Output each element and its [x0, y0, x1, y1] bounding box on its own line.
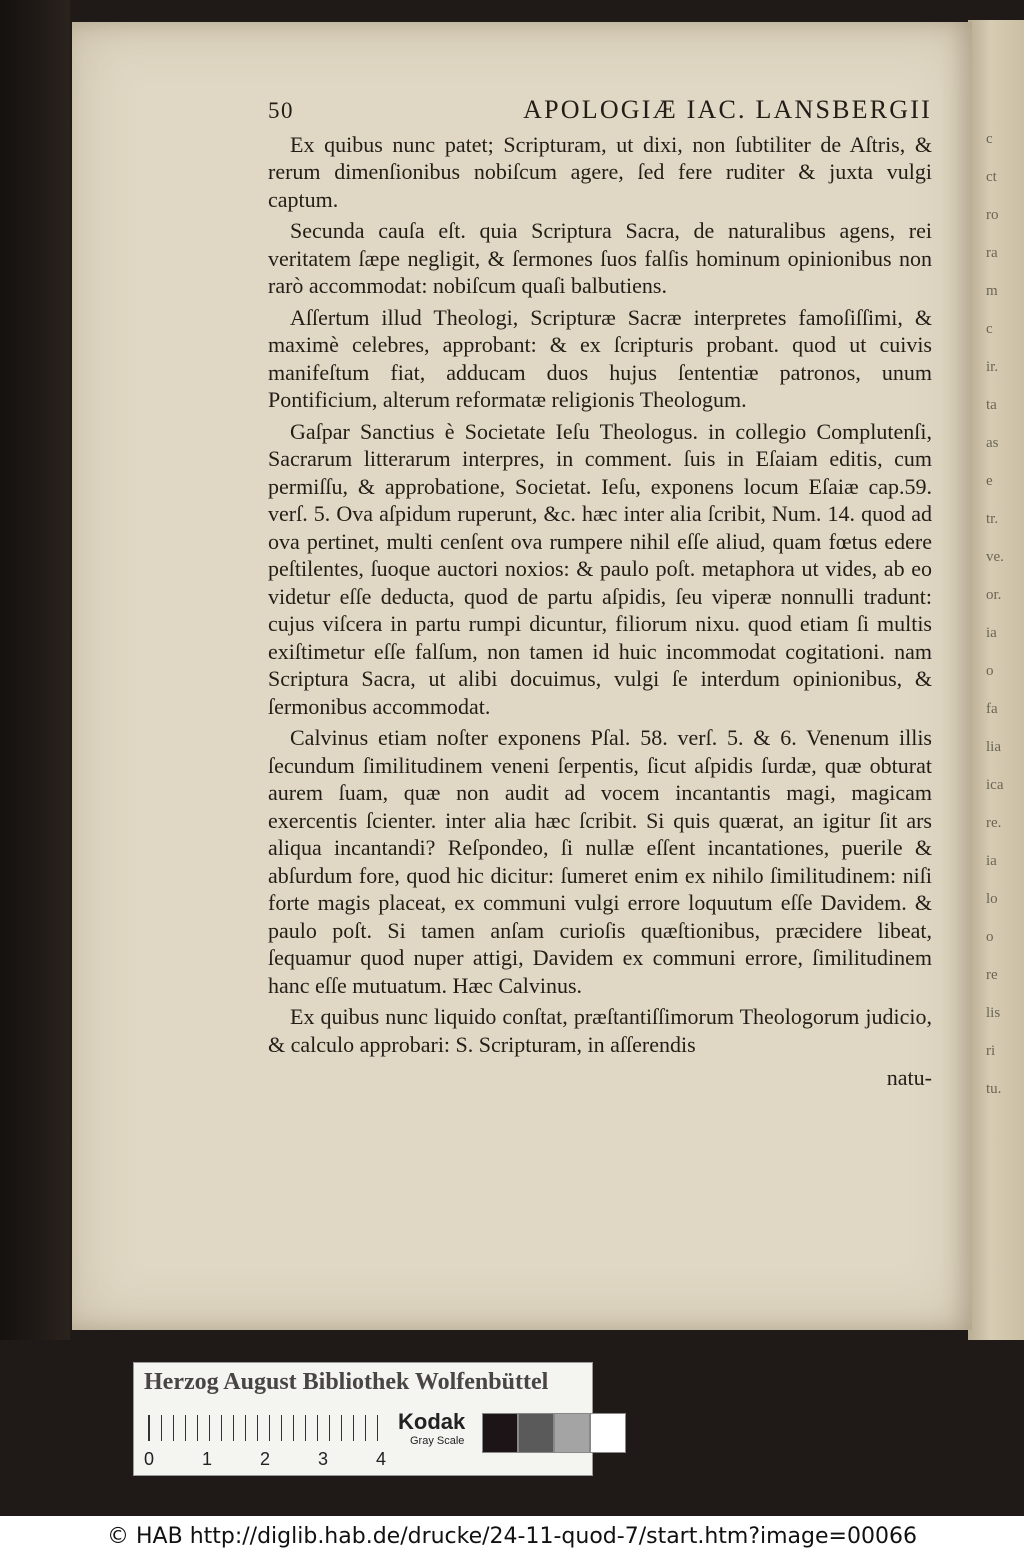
paragraph: Gaſpar Sanctius è Societate Ieſu Theologus. in collegio Complutenſi, Sacrarum litterarum interpres, in comment. ſuis in Eſaiam editis, cum permiſſu, & approbatione, Societat. Ieſu, exponens locum Eſaiæ cap.59. verſ. 5. Ova aſpidum ruperunt, &c. hæc inter alia ſcribit, Num. 14. quod ad ova pertinet, multi cenſent ova rumpere nihil eſſe aliud, quam fœtus edere peſtilentes, ſuoque auctori noxios: & paulo poſt. metaphora ut vides, ab eo videtur eſſe deducta, quod de partu aſpidis, ſeu viperæ nonnulli tradunt: cujus viſcera in partu rumpi dicuntur, filiorum nixu. quod etiam ſi multis exiſtimetur eſſe falſum, non tamen id huic incommodat cogitationi. nam Scriptura Sacra, ut alibi docuimus, vulgi ſe interdum opinionibus, & ſermonibus accommodat.	[268, 418, 932, 719]
gray-patches	[482, 1413, 626, 1453]
running-header	[268, 96, 932, 125]
facing-page-fragment: or.	[986, 587, 1002, 603]
gray-patch	[482, 1413, 518, 1453]
catchword: natu-	[886, 1065, 932, 1090]
facing-page-fragment: ia	[986, 853, 997, 869]
ruler-digit: 3	[318, 1449, 329, 1469]
running-title: APOLOGIÆ IAC. LANSBERGII	[523, 95, 932, 124]
paragraph: Calvinus etiam noſter exponens Pſal. 58. verſ. 5. & 6. Venenum illis ſecundum ſimilitudinem veneni ſerpentis, ſicut aſpidis ſurdæ, quæ obturat aurem ſuam, quæ non audit ad vocem incantantis magi, magicam exercentis ſcienter. inter alia hæc ſcribit. Si quis quærat, an igitur ſit ars aliqua incantandi? Reſpondeo, ſi nullæ eſſent incantationes, puerile & abſurdum fore, quod hic dicitur: ſumeret enim ex nihilo ſimilitudinem: niſi forte magis placeat, ex communi vulgi errore loquutum eſſe Davidem. & paulo poſt. Si tamen anſam curioſis quæſtionibus, præcidere libeat, ſequamur quod nuper attigi, Davidem ex communi errore, ſimilitudinem hanc eſſe mutuatum. Hæc Calvinus.	[268, 725, 932, 998]
facing-page-fragment: tu.	[986, 1081, 1002, 1097]
gray-patch	[518, 1413, 554, 1453]
facing-page-fragment: lia	[986, 739, 1001, 755]
page-number: 50	[268, 98, 294, 123]
facing-page-fragment: ve.	[986, 549, 1004, 565]
ruler-digit: 4	[376, 1449, 387, 1469]
facing-page-text	[986, 120, 1024, 1220]
facing-page-fragment: as	[986, 435, 999, 451]
facing-page-fragment: lis	[986, 1005, 1001, 1021]
ruler-digit: 0	[144, 1449, 155, 1469]
gray-patch	[590, 1413, 626, 1453]
facing-page-fragment: re.	[986, 815, 1002, 831]
paragraph: Ex quibus nunc patet; Scripturam, ut dixi, non ſubtiliter de Aſtris, & rerum dimenſionibus nobiſcum agere, ſed fere ruditer & juxta vulgi captum.	[268, 131, 932, 212]
facing-page-fragment: c	[986, 131, 993, 147]
facing-page-fragment: re	[986, 967, 998, 983]
facing-page-fragment: ri	[986, 1043, 996, 1059]
facing-page-fragment: tr.	[986, 511, 999, 527]
facing-page-fragment: c	[986, 321, 993, 337]
page-text-block	[268, 96, 932, 1092]
facing-page-fragment: lo	[986, 891, 998, 907]
facing-page-fragment: o	[986, 929, 994, 945]
paragraph: Aſſertum illud Theologi, Scripturæ Sacræ interpretes famoſiſſimi, & maximè celebres, approbant: & ex ſcripturis probant. quod ut cuivis manifeſtum fiat, adducam duos hujus ſententiæ patronos, unum Pontificium, alterum reformatæ religionis Theologum.	[268, 304, 932, 412]
facing-page-fragment: ir.	[986, 359, 999, 375]
gray-patch	[554, 1413, 590, 1453]
facing-page-fragment: ct	[986, 169, 997, 185]
footer-text: © HAB http://diglib.hab.de/drucke/24-11-quod-7/start.htm?image=00066	[107, 1523, 917, 1549]
scale-ruler	[148, 1415, 389, 1441]
facing-page-fragment: m	[986, 283, 998, 299]
paragraph: Secunda cauſa eſt. quia Scriptura Sacra, de naturalibus agens, rei veritatem ſæpe negligit, & ſermones ſuos falſis hominum opinionibus non rarò accommodat: nobiſcum quaſi balbutiens.	[268, 218, 932, 298]
kodak-logo: Kodak	[398, 1409, 466, 1434]
library-name: Herzog August Bibliothek Wolfenbüttel	[144, 1369, 549, 1395]
gray-scale-label: Gray Scale	[410, 1435, 465, 1447]
facing-page-fragment: ica	[986, 777, 1004, 793]
ruler-digit: 1	[202, 1449, 213, 1469]
facing-page-fragment: ra	[986, 245, 998, 261]
facing-page-fragment: fa	[986, 701, 998, 717]
color-calibration-card	[133, 1362, 593, 1476]
paragraph: Ex quibus nunc liquido conſtat, præſtantiſſimorum Theologorum judicio, & calculo approbari: S. Scripturam, in aſſerendis	[268, 1004, 932, 1057]
facing-page-fragment: ro	[986, 207, 999, 223]
copyright-footer	[0, 1516, 1024, 1556]
facing-page-fragment: e	[986, 473, 993, 489]
scan-background-left	[0, 0, 70, 1340]
facing-page-fragment: o	[986, 663, 994, 679]
ruler-digit: 2	[260, 1449, 271, 1469]
facing-page-fragment: ia	[986, 625, 997, 641]
facing-page-fragment: ta	[986, 397, 997, 413]
